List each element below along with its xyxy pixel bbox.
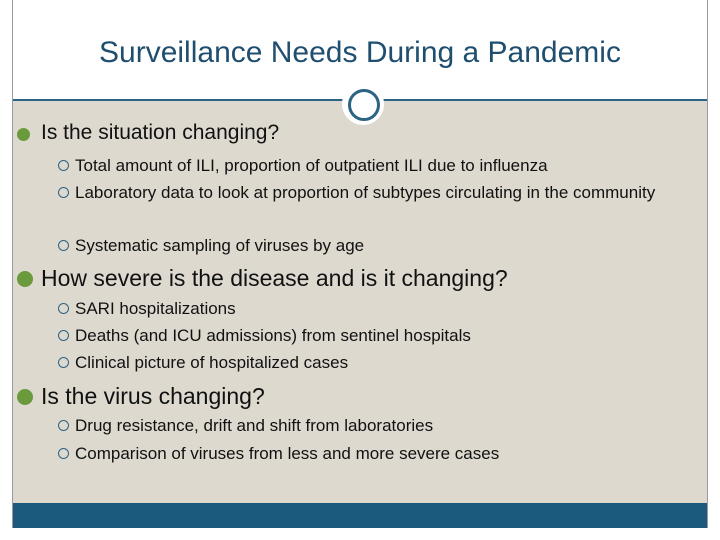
list-item-text: Laboratory data to look at proportion of subtypes circulating in the community [75, 183, 656, 202]
circle-ring [348, 89, 380, 121]
ring-bullet-icon [58, 448, 69, 459]
list-item-text: Systematic sampling of viruses by age [75, 236, 365, 255]
bullet-dot-icon [17, 389, 33, 405]
bullet-dot-icon [17, 128, 30, 141]
slide-footer-bar [13, 503, 707, 528]
slide-title: Surveillance Needs During a Pandemic [99, 36, 621, 69]
ring-bullet-icon [58, 187, 69, 198]
ring-bullet-icon [58, 420, 69, 431]
list-item-text: SARI hospitalizations [75, 299, 236, 318]
ring-bullet-icon [58, 240, 69, 251]
slide [12, 0, 708, 528]
section-heading-text: Is the virus changing? [41, 383, 265, 409]
ring-bullet-icon [58, 330, 69, 341]
section-heading-text: How severe is the disease and is it changing? [41, 265, 508, 291]
bullet-dot-icon [17, 271, 33, 287]
slide-content [13, 101, 707, 503]
list-item-text: Total amount of ILI, proportion of outpatient ILI due to influenza [75, 156, 548, 175]
list-item-text: Comparison of viruses from less and more severe cases [75, 444, 500, 463]
section-heading-text: Is the situation changing? [41, 121, 280, 144]
list-item-text: Deaths (and ICU admissions) from sentinel hospitals [75, 326, 471, 345]
ring-bullet-icon [58, 160, 69, 171]
divider-circle-icon [342, 83, 384, 125]
list-item-text: Clinical picture of hospitalized cases [75, 353, 349, 372]
ring-bullet-icon [58, 303, 69, 314]
list-item-text: Drug resistance, drift and shift from laboratories [75, 416, 434, 435]
ring-bullet-icon [58, 357, 69, 368]
